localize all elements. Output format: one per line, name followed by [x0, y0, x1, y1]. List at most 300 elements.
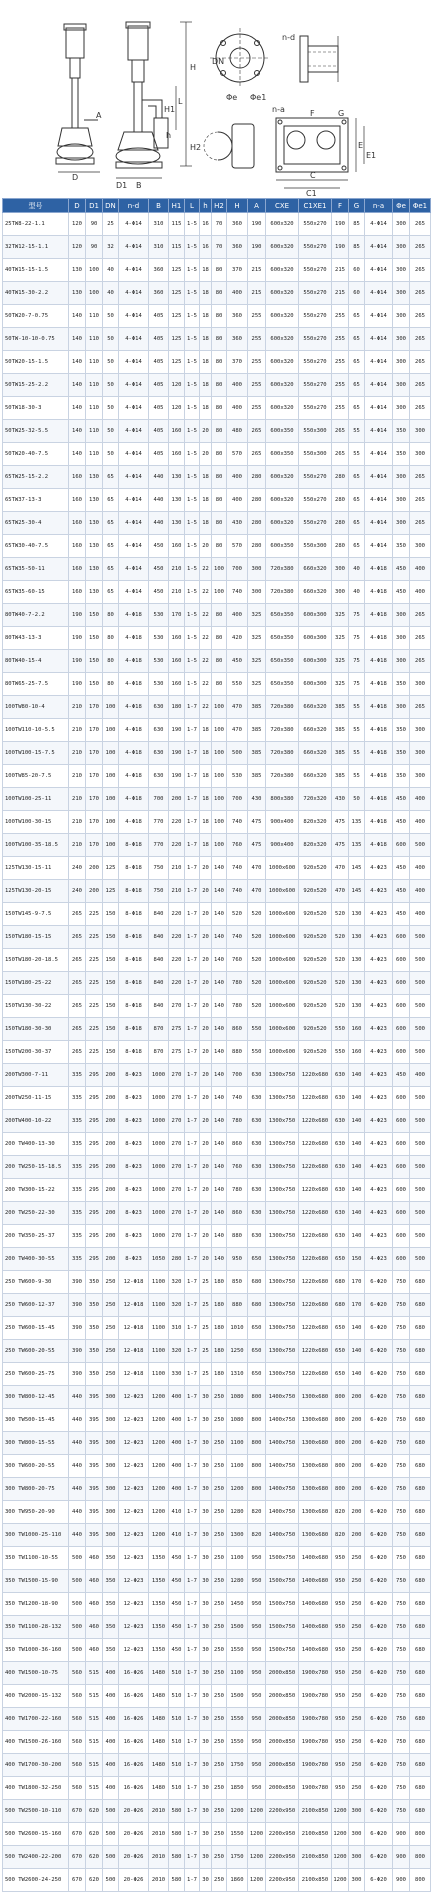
table-cell: 1550 [227, 1823, 248, 1846]
table-cell: 8-Φ18 [119, 1018, 149, 1041]
table-cell: 6-Φ20 [365, 1823, 393, 1846]
table-cell: 80 [212, 351, 227, 374]
table-cell: 20 [200, 1064, 212, 1087]
table-cell: 1900x780 [299, 1685, 332, 1708]
table-cell: 680 [248, 1271, 266, 1294]
table-cell: 2010 [149, 1823, 169, 1846]
table-cell: 600x300 [299, 627, 332, 650]
table-cell: 6-Φ20 [365, 1593, 393, 1616]
table-row [3, 1754, 431, 1777]
table-cell: 140 [212, 1133, 227, 1156]
table-row [3, 1202, 431, 1225]
table-cell: 20 [200, 1248, 212, 1271]
table-cell: 265 [410, 213, 431, 236]
table-cell: 1-7 [185, 811, 200, 834]
table-cell: 750 [149, 857, 169, 880]
table-cell: 200 [103, 1202, 119, 1225]
table-cell: 395 [86, 1524, 103, 1547]
table-cell: 1220x680 [299, 1363, 332, 1386]
table-cell: 250 [349, 1685, 365, 1708]
table-cell: 1-7 [185, 1708, 200, 1731]
table-cell: 1100 [227, 1662, 248, 1685]
table-cell: 250 [349, 1593, 365, 1616]
table-cell: 22 [200, 696, 212, 719]
table-cell: 500 [69, 1593, 86, 1616]
table-cell: 520 [227, 903, 248, 926]
table-cell: 55 [349, 742, 365, 765]
table-cell: 160 [349, 1018, 365, 1041]
table-cell: 500 [410, 1133, 431, 1156]
table-cell: 16-Φ26 [119, 1685, 149, 1708]
table-cell: 30 [200, 1731, 212, 1754]
table-cell: 350 [103, 1639, 119, 1662]
table-cell: 6-Φ20 [365, 1524, 393, 1547]
table-cell: 1200 [332, 1823, 349, 1846]
table-cell: 680 [410, 1731, 431, 1754]
table-cell: 70 [212, 213, 227, 236]
table-cell: 2200x950 [266, 1869, 299, 1892]
table-cell: 350 [103, 1570, 119, 1593]
table-cell: 1200 [149, 1409, 169, 1432]
table-cell: 12-Φ23 [119, 1478, 149, 1501]
table-cell: 1-7 [185, 903, 200, 926]
model-cell: 150TW200-30-37 [3, 1041, 69, 1064]
model-cell: 100TW100-30-15 [3, 811, 69, 834]
table-cell: 920x520 [299, 949, 332, 972]
table-cell: 335 [69, 1202, 86, 1225]
table-cell: 680 [410, 1294, 431, 1317]
table-cell: 50 [103, 443, 119, 466]
table-cell: 430 [248, 788, 266, 811]
model-cell: 65TW35-60-15 [3, 581, 69, 604]
table-cell: 4-Φ14 [365, 236, 393, 259]
table-cell: 160 [349, 1041, 365, 1064]
table-cell: 270 [169, 1064, 185, 1087]
table-cell: 300 [332, 558, 349, 581]
model-cell: 250 TW600-12-37 [3, 1294, 69, 1317]
table-cell: 400 [169, 1432, 185, 1455]
table-cell: 475 [332, 834, 349, 857]
table-cell: 150 [86, 627, 103, 650]
table-cell: 20 [200, 1202, 212, 1225]
table-cell: 1200 [248, 1869, 266, 1892]
table-cell: 4-Φ14 [365, 489, 393, 512]
table-row [3, 1386, 431, 1409]
table-cell: 250 [103, 1317, 119, 1340]
table-cell: 130 [69, 282, 86, 305]
table-cell: 1350 [149, 1547, 169, 1570]
table-cell: 1400x750 [266, 1409, 299, 1432]
table-cell: 200 [103, 1133, 119, 1156]
table-cell: 4-Φ23 [365, 1248, 393, 1271]
table-cell: 30 [200, 1823, 212, 1846]
table-cell: 1220x680 [299, 1087, 332, 1110]
table-cell: 4-Φ18 [365, 581, 393, 604]
table-cell: 20-Φ26 [119, 1800, 149, 1823]
model-cell: 50TW15-25-2.2 [3, 374, 69, 397]
table-cell: 1000x600 [266, 903, 299, 926]
table-cell: 250 [103, 1340, 119, 1363]
table-cell: 620 [86, 1800, 103, 1823]
table-cell: 760 [227, 1156, 248, 1179]
table-cell: 12-Φ23 [119, 1547, 149, 1570]
table-cell: 2010 [149, 1800, 169, 1823]
table-cell: 220 [169, 903, 185, 926]
table-cell: 630 [332, 1064, 349, 1087]
table-cell: 250 [212, 1731, 227, 1754]
table-cell: 1200 [248, 1846, 266, 1869]
table-cell: 265 [332, 420, 349, 443]
table-cell: 4-Φ14 [365, 443, 393, 466]
table-cell: 18 [200, 259, 212, 282]
table-cell: 140 [212, 1018, 227, 1041]
table-cell: 6-Φ20 [365, 1317, 393, 1340]
table-cell: 265 [410, 696, 431, 719]
table-cell: 410 [169, 1524, 185, 1547]
table-row [3, 1731, 431, 1754]
table-cell: 1300x750 [266, 1156, 299, 1179]
table-cell: 800 [410, 1823, 431, 1846]
table-cell: 300 [349, 1869, 365, 1892]
table-cell: 1200 [149, 1386, 169, 1409]
table-cell: 680 [410, 1777, 431, 1800]
table-cell: 20 [200, 880, 212, 903]
table-cell: 500 [410, 1087, 431, 1110]
model-cell: 300 TW950-20-90 [3, 1501, 69, 1524]
table-cell: 8-Φ23 [119, 1156, 149, 1179]
table-cell: 360 [149, 282, 169, 305]
table-cell: 1200 [332, 1869, 349, 1892]
table-row [3, 1363, 431, 1386]
table-cell: 2100x850 [299, 1869, 332, 1892]
table-cell: 1-7 [185, 1179, 200, 1202]
table-cell: 4-Φ14 [119, 581, 149, 604]
table-cell: 100 [212, 696, 227, 719]
table-cell: 85 [349, 213, 365, 236]
table-cell: 550x270 [299, 213, 332, 236]
table-cell: 4-Φ14 [365, 351, 393, 374]
table-cell: 6-Φ20 [365, 1639, 393, 1662]
table-cell: 4-Φ14 [119, 213, 149, 236]
table-cell: 335 [69, 1110, 86, 1133]
table-cell: 16-Φ26 [119, 1777, 149, 1800]
table-cell: 80 [212, 489, 227, 512]
table-cell: 1-5 [185, 443, 200, 466]
column-header: h [200, 199, 212, 213]
table-cell: 1100 [149, 1294, 169, 1317]
table-cell: 20-Φ26 [119, 1869, 149, 1892]
table-cell: 400 [410, 1064, 431, 1087]
table-cell: 1-7 [185, 1248, 200, 1271]
table-cell: 1550 [227, 1708, 248, 1731]
table-cell: 400 [227, 397, 248, 420]
table-row [3, 1639, 431, 1662]
label-H: H [190, 63, 197, 72]
table-cell: 240 [69, 857, 86, 880]
table-cell: 880 [227, 1041, 248, 1064]
model-cell: 100TW100-35-18.5 [3, 834, 69, 857]
model-cell: 65TW30-40-7.5 [3, 535, 69, 558]
table-cell: 325 [332, 673, 349, 696]
table-cell: 1250 [227, 1340, 248, 1363]
table-cell: 22 [200, 604, 212, 627]
table-cell: 140 [212, 972, 227, 995]
table-cell: 1300x680 [299, 1432, 332, 1455]
table-cell: 560 [69, 1708, 86, 1731]
table-cell: 140 [212, 1041, 227, 1064]
table-cell: 4-Φ18 [119, 765, 149, 788]
column-header: C1XE1 [299, 199, 332, 213]
table-cell: 2200x950 [266, 1846, 299, 1869]
table-cell: 150 [86, 673, 103, 696]
table-cell: 275 [169, 1018, 185, 1041]
table-cell: 280 [248, 535, 266, 558]
table-cell: 55 [349, 719, 365, 742]
table-cell: 1480 [149, 1685, 169, 1708]
table-cell: 385 [332, 719, 349, 742]
table-cell: 220 [169, 949, 185, 972]
table-cell: 250 [349, 1616, 365, 1639]
table-cell: 250 [349, 1777, 365, 1800]
table-cell: 18 [200, 765, 212, 788]
table-cell: 300 [349, 1823, 365, 1846]
table-cell: 500 [410, 1202, 431, 1225]
table-cell: 225 [86, 926, 103, 949]
table-cell: 500 [410, 1248, 431, 1271]
table-cell: 255 [332, 328, 349, 351]
table-cell: 20 [200, 1179, 212, 1202]
table-cell: 265 [69, 995, 86, 1018]
table-cell: 400 [410, 788, 431, 811]
table-cell: 180 [212, 1317, 227, 1340]
table-cell: 120 [169, 374, 185, 397]
table-cell: 470 [332, 857, 349, 880]
table-cell: 1850 [227, 1777, 248, 1800]
table-cell: 110 [86, 328, 103, 351]
table-cell: 385 [332, 765, 349, 788]
table-cell: 225 [86, 1041, 103, 1064]
table-cell: 1-7 [185, 788, 200, 811]
table-cell: 860 [227, 1018, 248, 1041]
table-cell: 950 [248, 1662, 266, 1685]
table-cell: 400 [103, 1708, 119, 1731]
table-cell: 270 [169, 1202, 185, 1225]
table-cell: 100 [103, 788, 119, 811]
table-cell: 6-Φ20 [365, 1340, 393, 1363]
table-cell: 295 [86, 1133, 103, 1156]
table-cell: 680 [410, 1409, 431, 1432]
table-cell: 170 [86, 742, 103, 765]
table-cell: 405 [149, 443, 169, 466]
table-cell: 510 [169, 1662, 185, 1685]
spec-table [2, 198, 431, 1892]
table-cell: 270 [169, 1087, 185, 1110]
table-cell: 120 [169, 397, 185, 420]
table-cell: 560 [69, 1662, 86, 1685]
table-cell: 4-Φ18 [119, 811, 149, 834]
table-cell: 1-7 [185, 1800, 200, 1823]
model-cell: 50TW18-30-3 [3, 397, 69, 420]
table-cell: 1080 [227, 1409, 248, 1432]
table-cell: 75 [349, 604, 365, 627]
table-cell: 1000x600 [266, 1041, 299, 1064]
table-cell: 520 [248, 926, 266, 949]
model-cell: 25TW8-22-1.1 [3, 213, 69, 236]
model-cell: 300 TW800-15-55 [3, 1432, 69, 1455]
table-cell: 600 [393, 995, 410, 1018]
table-cell: 1-7 [185, 1639, 200, 1662]
table-cell: 880 [227, 1225, 248, 1248]
table-cell: 400 [169, 1455, 185, 1478]
table-cell: 160 [169, 650, 185, 673]
table-cell: 50 [103, 374, 119, 397]
table-cell: 4-Φ14 [119, 236, 149, 259]
table-cell: 350 [393, 420, 410, 443]
table-cell: 385 [248, 742, 266, 765]
table-cell: 450 [393, 788, 410, 811]
table-cell: 18 [200, 374, 212, 397]
table-cell: 440 [149, 466, 169, 489]
table-cell: 190 [69, 604, 86, 627]
table-row [3, 1455, 431, 1478]
model-cell: 50TW-10-10-0.75 [3, 328, 69, 351]
table-cell: 25 [200, 1294, 212, 1317]
table-cell: 1-7 [185, 1202, 200, 1225]
table-cell: 130 [349, 949, 365, 972]
table-cell: 125 [169, 328, 185, 351]
table-cell: 550 [332, 1041, 349, 1064]
table-cell: 75 [349, 627, 365, 650]
column-header: 型号 [3, 199, 69, 213]
table-row [3, 581, 431, 604]
table-cell: 1900x780 [299, 1777, 332, 1800]
table-cell: 350 [103, 1616, 119, 1639]
table-cell: 400 [227, 282, 248, 305]
table-cell: 1080 [227, 1386, 248, 1409]
table-cell: 660x320 [299, 719, 332, 742]
table-cell: 1-5 [185, 581, 200, 604]
table-cell: 750 [393, 1754, 410, 1777]
table-cell: 950 [248, 1593, 266, 1616]
table-cell: 480 [227, 420, 248, 443]
model-cell: 50TW25-32-5.5 [3, 420, 69, 443]
table-cell: 4-Φ23 [365, 1110, 393, 1133]
table-cell: 150 [103, 903, 119, 926]
table-cell: 125 [169, 305, 185, 328]
table-cell: 250 [212, 1524, 227, 1547]
table-cell: 190 [69, 650, 86, 673]
table-cell: 80 [212, 397, 227, 420]
table-cell: 25 [200, 1363, 212, 1386]
table-row [3, 1547, 431, 1570]
table-cell: 840 [149, 903, 169, 926]
table-cell: 1220x680 [299, 1225, 332, 1248]
table-cell: 750 [393, 1777, 410, 1800]
model-cell: 200 TW250-22-30 [3, 1202, 69, 1225]
table-cell: 100 [103, 719, 119, 742]
table-cell: 1220x680 [299, 1156, 332, 1179]
label-B: B [136, 181, 142, 190]
table-cell: 2000x850 [266, 1708, 299, 1731]
table-cell: 110 [86, 374, 103, 397]
table-cell: 80 [212, 466, 227, 489]
table-cell: 520 [248, 949, 266, 972]
table-cell: 500 [103, 1846, 119, 1869]
table-cell: 1000 [149, 1110, 169, 1133]
table-cell: 200 [349, 1501, 365, 1524]
table-cell: 25 [103, 213, 119, 236]
table-cell: 450 [169, 1639, 185, 1662]
table-cell: 600x300 [299, 604, 332, 627]
table-cell: 300 [393, 328, 410, 351]
table-cell: 1000 [149, 1064, 169, 1087]
table-cell: 200 [349, 1386, 365, 1409]
model-cell: 80TW43-13-3 [3, 627, 69, 650]
table-cell: 20 [200, 1087, 212, 1110]
table-cell: 1-7 [185, 1501, 200, 1524]
table-cell: 800 [332, 1478, 349, 1501]
table-cell: 350 [393, 719, 410, 742]
table-cell: 335 [69, 1225, 86, 1248]
table-cell: 500 [410, 1110, 431, 1133]
table-cell: 270 [169, 1179, 185, 1202]
table-cell: 1050 [149, 1248, 169, 1271]
table-cell: 310 [169, 1317, 185, 1340]
table-cell: 150 [349, 1248, 365, 1271]
table-cell: 190 [169, 719, 185, 742]
table-cell: 180 [212, 1271, 227, 1294]
table-cell: 950 [332, 1639, 349, 1662]
table-cell: 680 [248, 1294, 266, 1317]
table-cell: 100 [103, 696, 119, 719]
table-cell: 200 [103, 1064, 119, 1087]
column-header: H [227, 199, 248, 213]
table-cell: 80 [103, 627, 119, 650]
table-cell: 1400x750 [266, 1478, 299, 1501]
table-cell: 250 [212, 1432, 227, 1455]
table-cell: 650 [248, 1248, 266, 1271]
table-cell: 40 [349, 581, 365, 604]
table-cell: 360 [149, 259, 169, 282]
table-cell: 6-Φ20 [365, 1455, 393, 1478]
table-cell: 50 [349, 788, 365, 811]
table-cell: 1300x750 [266, 1087, 299, 1110]
table-cell: 1-7 [185, 1478, 200, 1501]
table-cell: 12-Φ23 [119, 1409, 149, 1432]
table-cell: 1400x750 [266, 1501, 299, 1524]
table-cell: 550 [248, 1041, 266, 1064]
table-cell: 16-Φ26 [119, 1754, 149, 1777]
table-cell: 210 [69, 788, 86, 811]
label-D: D [72, 173, 79, 182]
table-cell: 1-7 [185, 1524, 200, 1547]
table-cell: 630 [332, 1087, 349, 1110]
table-cell: 140 [69, 351, 86, 374]
table-cell: 150 [103, 926, 119, 949]
table-cell: 300 [393, 627, 410, 650]
table-cell: 265 [410, 466, 431, 489]
table-cell: 950 [248, 1731, 266, 1754]
table-cell: 650 [332, 1248, 349, 1271]
table-cell: 12-Φ23 [119, 1524, 149, 1547]
model-cell: 65TW25-30-4 [3, 512, 69, 535]
table-cell: 800 [332, 1432, 349, 1455]
table-cell: 1300 [227, 1524, 248, 1547]
table-row [3, 420, 431, 443]
table-cell: 30 [200, 1685, 212, 1708]
table-cell: 1200 [149, 1478, 169, 1501]
table-cell: 295 [86, 1156, 103, 1179]
